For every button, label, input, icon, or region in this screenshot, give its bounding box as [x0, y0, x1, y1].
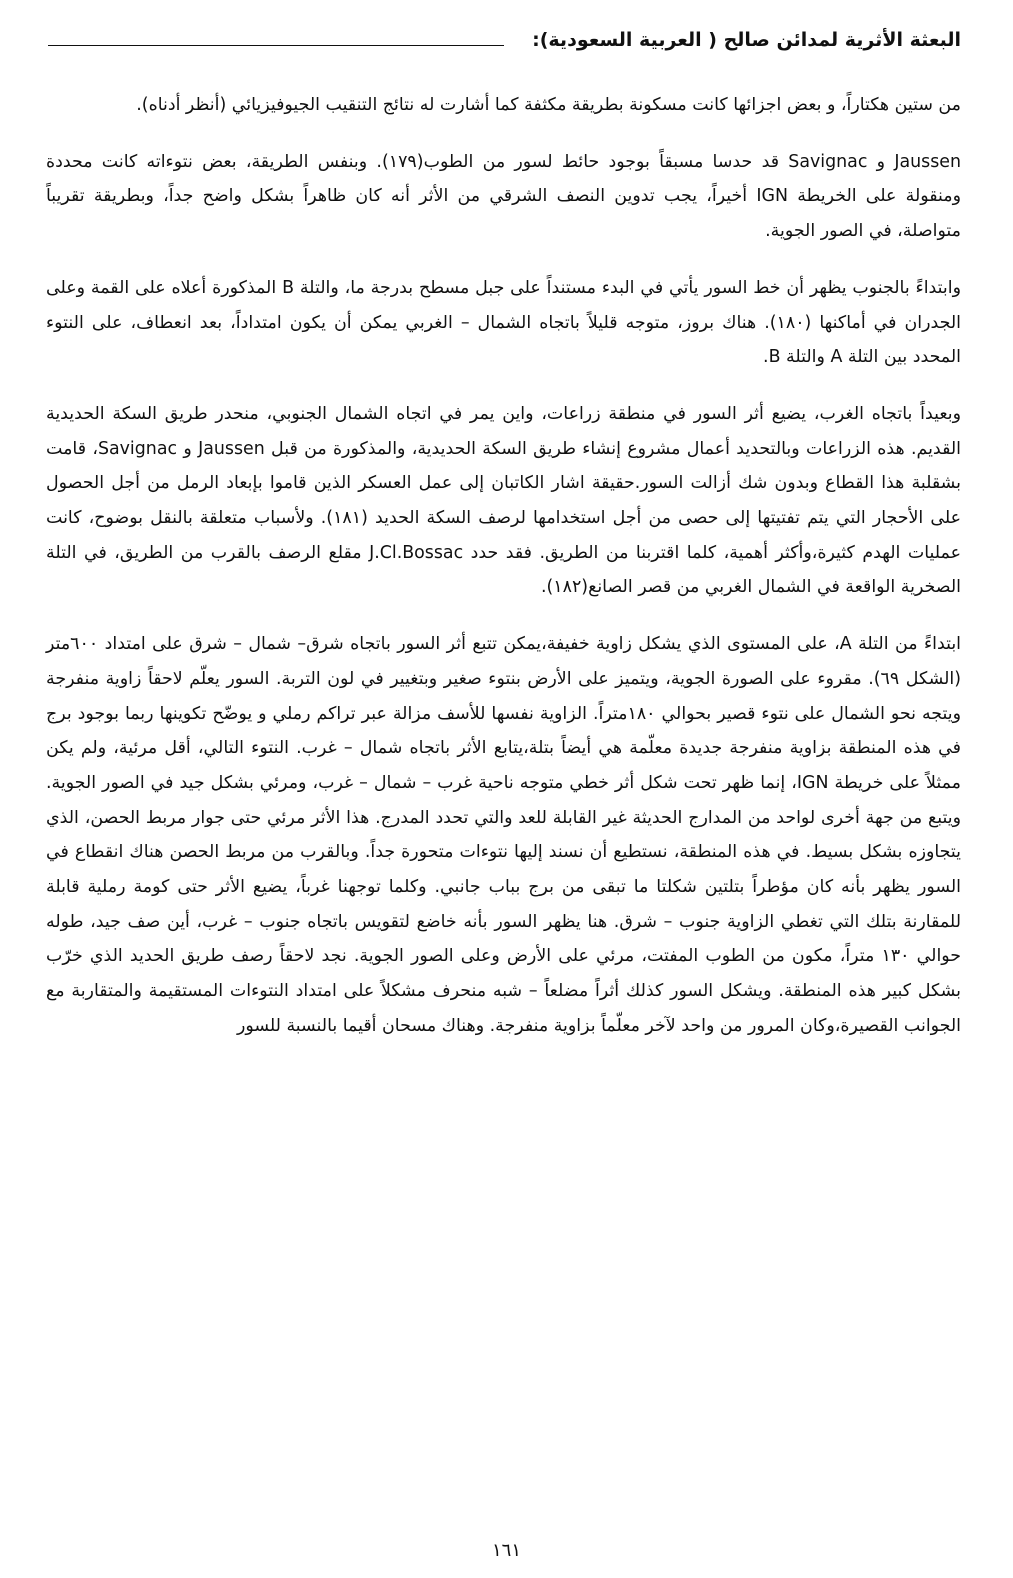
header-rule [48, 45, 504, 46]
body-text [46, 88, 961, 1066]
paragraph: ابتداءً من التلة A، على المستوى الذي يشكل زاوية خفيفة،يمكن تتبع أثر السور باتجاه شرق– شمال – شرق على امتداد ٦٠٠متر (الشكل ٦٩). مقروء على الصورة الجوية، ويتميز على الأرض بنتوء صغير وبتغيير في لون التربة. السور يعلّم لاحقاً زاوية منفرجة ويتجه نحو الشمال على نتوء قصير بحوالي ١٨٠متراً. الزاوية نفسها للأسف مزالة عبر تراكم رملي و يوضّح تكوينها ربما بوجود برج في هذه المنطقة بزاوية منفرجة جديدة معلّمة هي أيضاً بتلة،يتابع الأثر باتجاه شمال – غرب. النتوء التالي، أقل مرئية، ولم يكن ممثلاً على خريطة IGN، إنما ظهر تحت شكل أثر خطي متوجه ناحية غرب – شمال – غرب، ومرئي بشكل جيد في الصور الجوية. ويتبع من جهة أخرى لواحد من المدارج الحديثة غير القابلة للعد والتي تحدد المدرج. هذا الأثر مرئي حتى جوار مربط الحصن، الذي يتجاوزه بشكل بسيط. في هذه المنطقة، نستطيع أن نسند إليها نتوءات متحورة جداً. وبالقرب من مربط الحصن هناك انقطاع في السور يظهر بأنه كان مؤطراً بتلتين شكلتا ما تبقى من برج بباب جانبي. وكلما توجهنا غرباً، يضيع الأثر حتى كومة رملية قابلة للمقارنة بتلك التي تغطي الزاوية جنوب – شرق. هنا يظهر السور بأنه خاضع لتقويس باتجاه جنوب – غرب، أين صف جيد، طوله حوالي ١٣٠ متراً، مكون من الطوب المفتت، مرئي على الأرض وعلى الصور الجوية. نجد لاحقاً رصف طريق الحديد الذي خرّب بشكل كبير هذه المنطقة. ويشكل السور كذلك أثراً مضلعاً – شبه منحرف مشكلاً على امتداد النتوءات المستقيمة والمتقاربة مع الجوانب القصيرة،وكان المرور من واحد لآخر معلّماً بزاوية منفرجة. وهناك مسحان أقيما بالنسبة للسور [46, 634, 962, 1036]
paragraph: وابتداءً بالجنوب يظهر أن خط السور يأتي في البدء مستنداً على جبل مسطح بدرجة ما، والتلة B المذكورة أعلاه على القمة وعلى الجدران في أماكنها (١٨٠). هناك بروز، متوجه قليلاً باتجاه الشمال – الغربي يمكن أن يكون امتداداً، بعد انعطاف، على النتوء المحدد بين التلة A والتلة B. [46, 277, 962, 368]
paragraph: Jaussen و Savignac قد حدسا مسبقاً بوجود حائط لسور من الطوب(١٧٩). وبنفس الطريقة، بعض نتوءاته كانت محددة ومنقولة على الخريطة IGN أخيراً، يجب تدوين النصف الشرقي من الأثر أنه كان ظاهراً بشكل واضح جداً، وبطريقة تقريباً متواصلة، في الصور الجوية. [46, 151, 962, 242]
paragraph: وبعيداً باتجاه الغرب، يضيع أثر السور في منطقة زراعات، واين يمر في اتجاه الشمال الجنوبي، منحدر طريق السكة الحديدية القديم. هذه الزراعات وبالتحديد أعمال مشروع إنشاء طريق السكة الحديدية، والمذكورة من قبل Jaussen و Savignac، قامت بشقلبة هذا القطاع وبدون شك أزالت السور.حقيقة اشار الكاتبان إلى عمل العسكر الذين قاموا بإبعاد الرمل من أجل الحصول على الأحجار التي يتم تفتيتها إلى حصى من أجل استخدامها لرصف السكة الحديد (١٨١). ولأسباب متعلقة بالنقل بوضوح، كانت عمليات الهدم كثيرة،وأكثر أهمية، كلما اقتربنا من الطريق. فقد حدد J.Cl.Bossac مقلع الرصف بالقرب من الطريق، في التلة الصخرية الواقعة في الشمال الغربي من قصر الصانع(١٨٢). [46, 403, 961, 598]
paragraph: من ستين هكتاراً، و بعض اجزائها كانت مسكونة بطريقة مكثفة كما أشارت له نتائج التنقيب الجيوفيزيائي (أنظر أدناه). [136, 95, 961, 115]
running-header [48, 20, 961, 60]
header-title: البعثة الأثرية لمدائن صالح ( العربية السعودية): [532, 29, 961, 51]
page-number: ١٦١ [491, 1540, 521, 1561]
